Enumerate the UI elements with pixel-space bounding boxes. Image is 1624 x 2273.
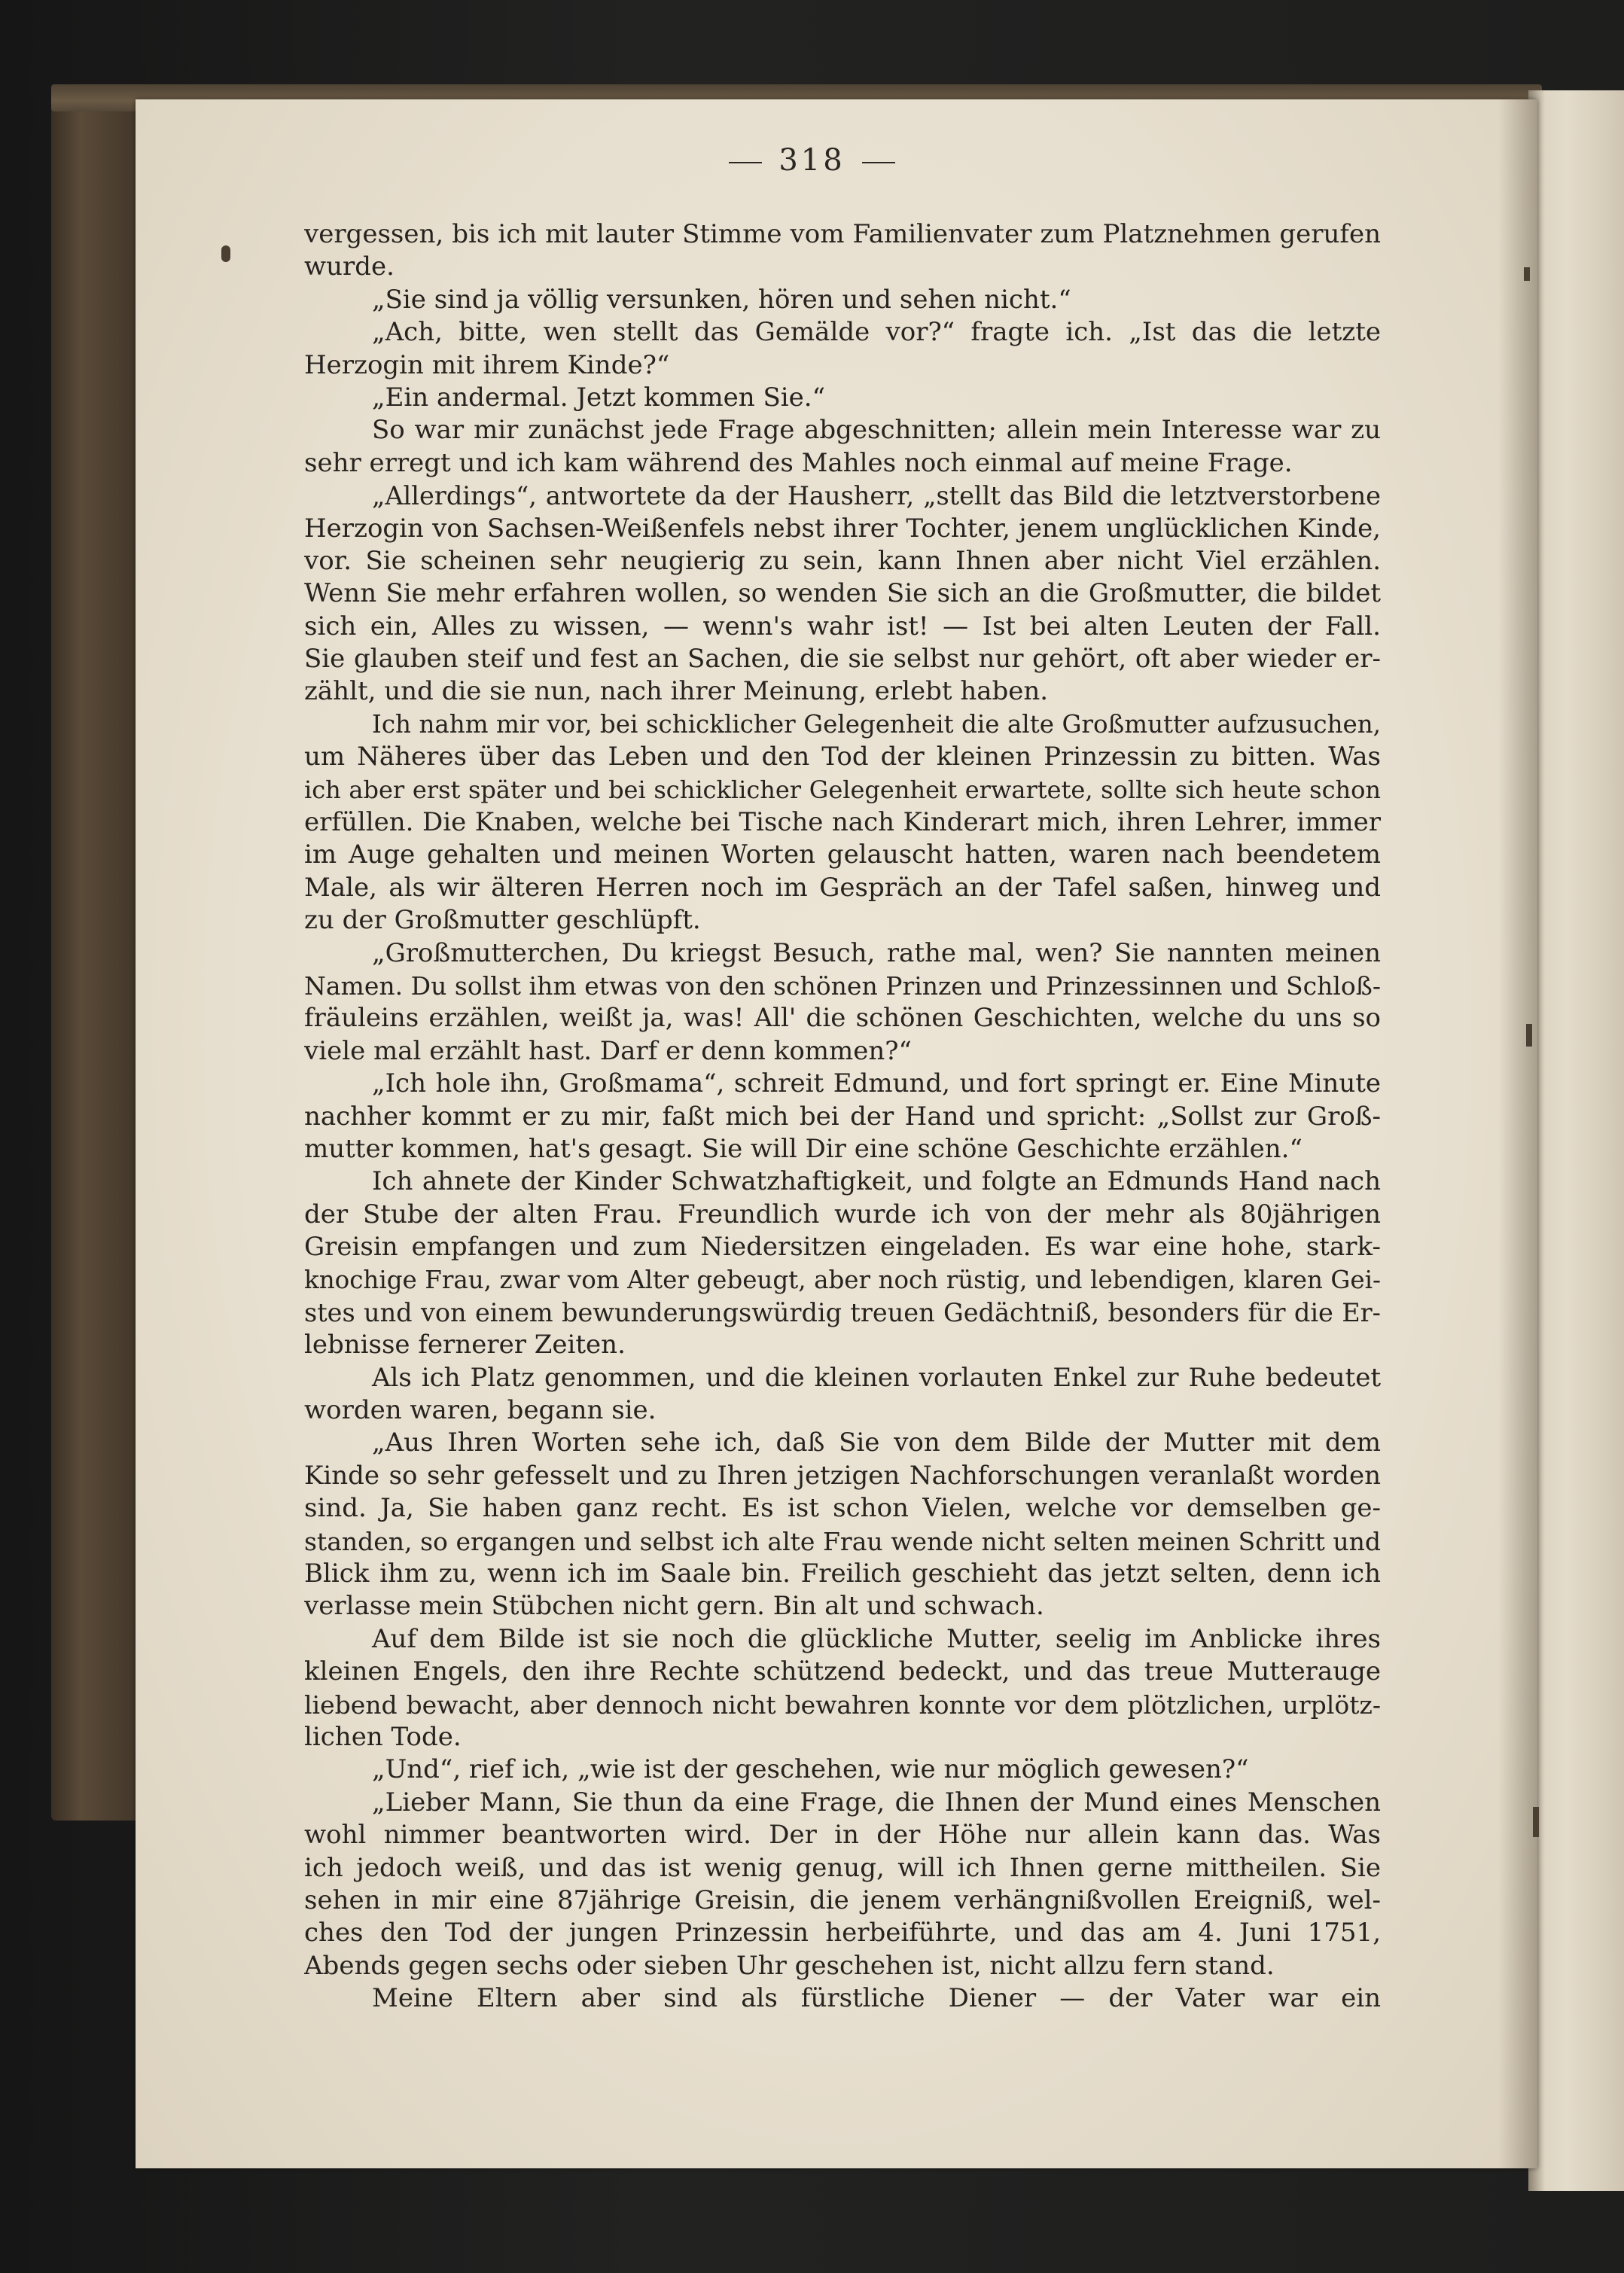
text-line: verlasse mein Stübchen nicht gern. Bin alt und schwach. <box>304 1591 1044 1622</box>
text-line: „Allerdings“, antwortete da der Hausherr, „stellt das Bild die letztverstorbene <box>372 481 1381 511</box>
page-edge-mark <box>1526 1024 1532 1047</box>
text-line: wohl nimmer beantworten wird. Der in der Höhe nur allein kann das. Was <box>304 1820 1381 1851</box>
text-line: im Auge gehalten und meinen Worten gelauscht hatten, waren nach beendetem <box>304 839 1381 870</box>
text-line: sehr erregt und ich kam während des Mahles noch einmal auf meine Frage. <box>304 447 1293 478</box>
text-line: „Aus Ihren Worten sehe ich, daß Sie von dem Bilde der Mutter mit dem <box>372 1427 1381 1458</box>
text-line: Kinde so sehr gefesselt und zu Ihren jetzigen Nachforschungen veranlaßt worden <box>304 1460 1381 1491</box>
text-line: sehen in mir eine 87jährige Greisin, die jenem verhängnißvollen Ereigniß, wel- <box>304 1885 1381 1915</box>
text-line: „Lieber Mann, Sie thun da eine Frage, die Ihnen der Mund eines Menschen <box>372 1787 1381 1817</box>
header-dash-right <box>862 162 895 163</box>
text-line: knochige Frau, zwar vom Alter gebeugt, aber noch rüstig, und lebendigen, klaren Gei- <box>304 1265 1381 1294</box>
text-line: kleinen Engels, den ihre Rechte schützend bedeckt, und das treue Mutterauge <box>304 1656 1381 1687</box>
text-line: „Ein andermal. Jetzt kommen Sie.“ <box>372 382 825 413</box>
page-number-header <box>0 143 1624 178</box>
header-dash-left <box>729 162 762 163</box>
text-line: um Näheres über das Leben und den Tod der kleinen Prinzessin zu bitten. Was <box>304 742 1381 772</box>
book-board-left-edge <box>51 89 149 1821</box>
text-line: Blick ihm zu, wenn ich im Saale bin. Freilich geschieht das jetzt selten, denn ich <box>304 1558 1381 1589</box>
text-line: zu der Großmutter geschlüpft. <box>304 905 701 936</box>
page-number: 318 <box>778 143 846 178</box>
text-line: „Und“, rief ich, „wie ist der geschehen, wie nur möglich gewesen?“ <box>372 1754 1249 1785</box>
text-line: stes und von einem bewunderungswürdig treuen Gedächtniß, besonders für die Er- <box>304 1297 1381 1327</box>
text-line: mutter kommen, hat's gesagt. Sie will Dir eine schöne Geschichte erzählen.“ <box>304 1133 1303 1164</box>
text-line: standen, so ergangen und selbst ich alte Frau wende nicht selten meinen Schritt und <box>304 1526 1381 1556</box>
text-line: Herzogin von Sachsen-Weißenfels nebst ihrer Tochter, jenem unglücklichen Kinde, <box>304 513 1381 544</box>
text-line: sich ein, Alles zu wissen, — wenn's wahr ist! — Ist bei alten Leuten der Fall. <box>304 611 1381 641</box>
text-line: erfüllen. Die Knaben, welche bei Tische nach Kinderart mich, ihren Lehrer, immer <box>304 807 1381 838</box>
text-line: „Ich hole ihn, Großmama“, schreit Edmund, und fort springt er. Eine Minute <box>372 1068 1381 1099</box>
text-line: Male, als wir älteren Herren noch im Gespräch an der Tafel saßen, hinweg und <box>304 872 1381 903</box>
text-line: Als ich Platz genommen, und die kleinen vorlauten Enkel zur Ruhe bedeutet <box>372 1362 1381 1393</box>
text-line: fräuleins erzählen, weißt ja, was! All' die schönen Geschichten, welche du uns so <box>304 1003 1381 1034</box>
text-line: „Ach, bitte, wen stellt das Gemälde vor?“ fragte ich. „Ist das die letzte <box>372 317 1381 348</box>
text-line: „Sie sind ja völlig versunken, hören und sehen nicht.“ <box>372 284 1071 315</box>
text-line: viele mal erzählt hast. Darf er denn kommen?“ <box>304 1035 912 1066</box>
text-line: Namen. Du sollst ihm etwas von den schönen Prinzen und Prinzessinnen und Schloß- <box>304 970 1381 1001</box>
text-line: wurde. <box>304 251 395 282</box>
page-edge-mark <box>1524 267 1530 281</box>
text-line: ich aber erst später und bei schicklicher Gelegenheit erwartete, sollte sich heute schon <box>304 775 1381 804</box>
text-line: lebnisse fernerer Zeiten. <box>304 1330 626 1360</box>
text-line: ches den Tod der jungen Prinzessin herbeiführte, und das am 4. Juni 1751, <box>304 1918 1381 1949</box>
text-line: vergessen, bis ich mit lauter Stimme vom Familienvater zum Platznehmen gerufen <box>304 219 1381 249</box>
text-line: worden waren, begann sie. <box>304 1395 657 1426</box>
text-line: Meine Eltern aber sind als fürstliche Diener — der Vater war ein <box>372 1983 1381 2014</box>
page-edge-mark <box>221 245 230 262</box>
text-line: Ich ahnete der Kinder Schwatzhaftigkeit, und folgte an Edmunds Hand nach <box>372 1166 1381 1197</box>
page-edge-mark <box>1533 1807 1539 1837</box>
text-line: Ich nahm mir vor, bei schicklicher Gelegenheit die alte Großmutter aufzusuchen, <box>372 709 1381 739</box>
text-line: liebend bewacht, aber dennoch nicht bewahren konnte vor dem plötzlichen, urplötz- <box>304 1690 1381 1720</box>
text-line: Wenn Sie mehr erfahren wollen, so wenden Sie sich an die Großmutter, die bildet <box>304 578 1381 609</box>
text-line: Herzogin mit ihrem Kinde?“ <box>304 349 670 380</box>
text-line: nachher kommt er zu mir, faßt mich bei der Hand und spricht: „Sollst zur Groß- <box>304 1101 1381 1132</box>
text-line: „Großmutterchen, Du kriegst Besuch, rathe mal, wen? Sie nannten meinen <box>372 937 1381 968</box>
text-line: Greisin empfangen und zum Niedersitzen eingeladen. Es war eine hohe, stark- <box>304 1232 1381 1263</box>
text-line: Sie glauben steif und fest an Sachen, die sie selbst nur gehört, oft aber wieder er- <box>304 644 1381 675</box>
text-line: Auf dem Bilde ist sie noch die glückliche Mutter, seelig im Anblicke ihres <box>372 1623 1381 1654</box>
text-line: der Stube der alten Frau. Freundlich wurde ich von der mehr als 80jährigen <box>304 1199 1381 1229</box>
page-body-text <box>304 218 1381 2015</box>
text-line: zählt, und die sie nun, nach ihrer Meinung, erlebt haben. <box>304 676 1049 707</box>
text-line: sind. Ja, Sie haben ganz recht. Es ist schon Vielen, welche vor demselben ge- <box>304 1493 1381 1524</box>
text-line: ich jedoch weiß, und das ist wenig genug, will ich Ihnen gerne mittheilen. Sie <box>304 1852 1381 1883</box>
page-gutter-shadow <box>1498 99 1537 2168</box>
text-line: So war mir zunächst jede Frage abgeschnitten; allein mein Interesse war zu <box>372 415 1381 446</box>
text-line: Abends gegen sechs oder sieben Uhr geschehen ist, nicht allzu fern stand. <box>304 1950 1275 1981</box>
text-line: lichen Tode. <box>304 1721 462 1752</box>
text-line: vor. Sie scheinen sehr neugierig zu sein, kann Ihnen aber nicht Viel erzählen. <box>304 545 1381 576</box>
